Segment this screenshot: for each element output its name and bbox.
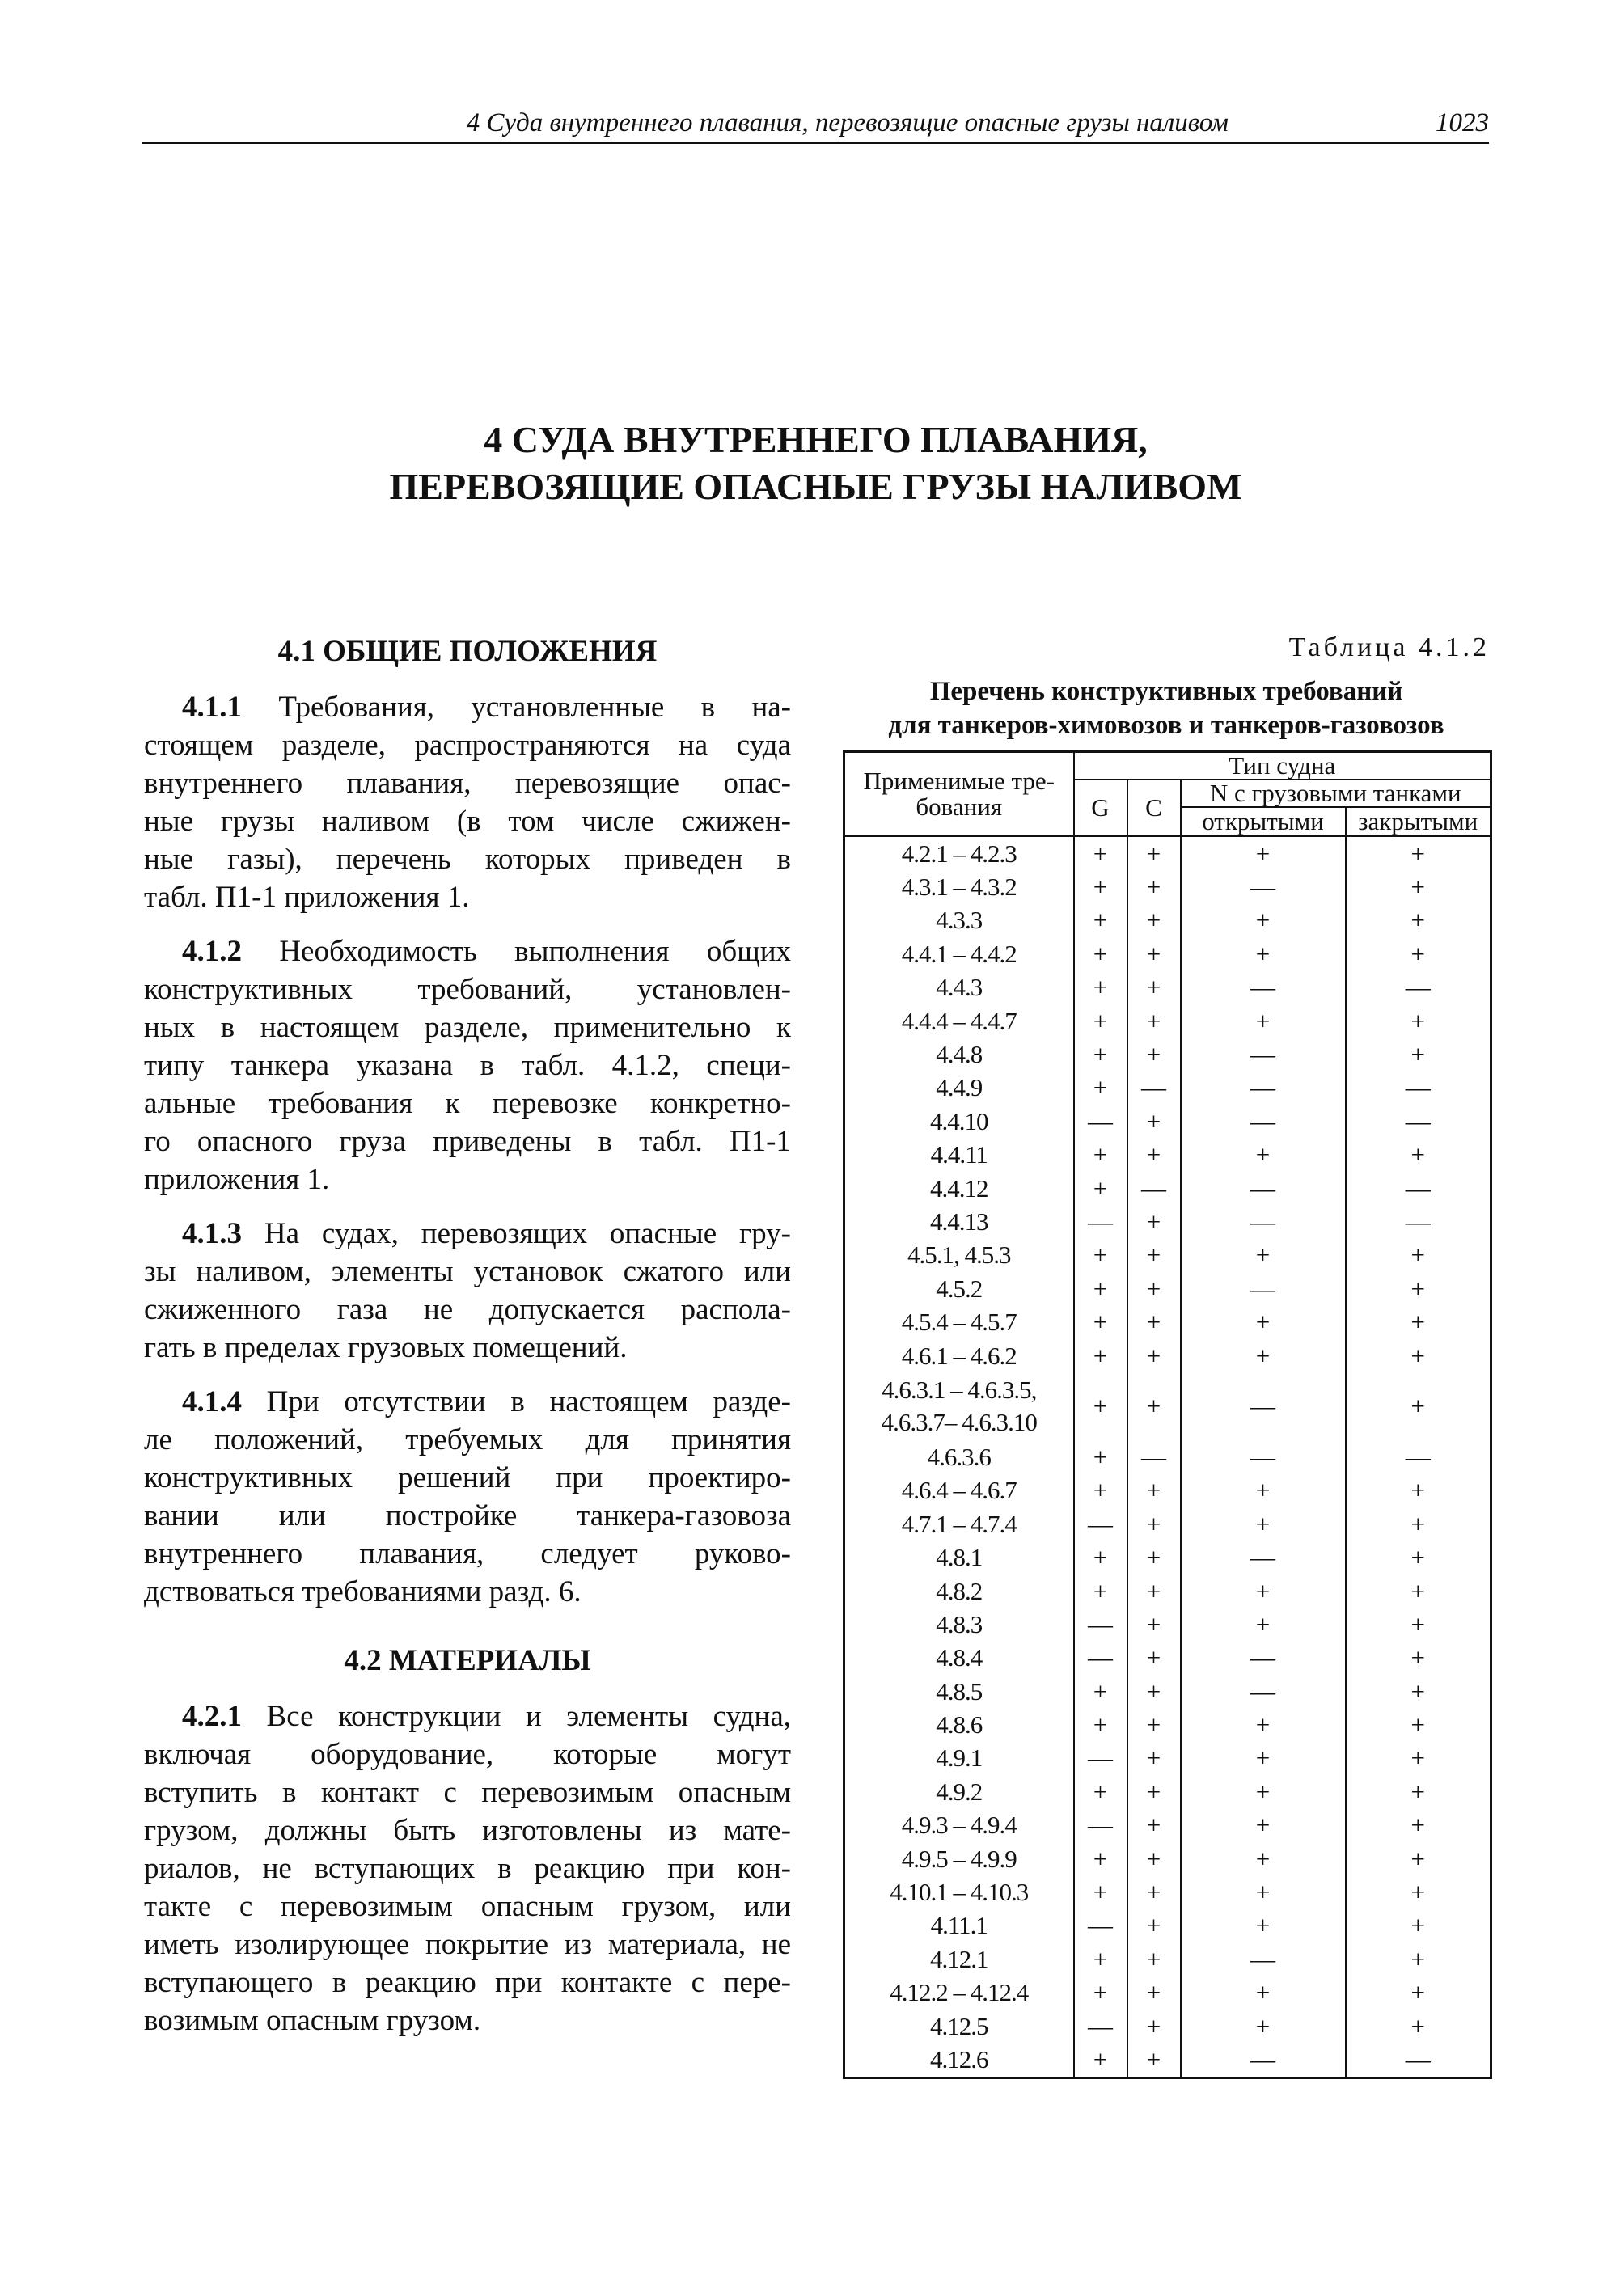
g-cell: +	[1074, 1305, 1127, 1338]
c-cell: —	[1127, 1072, 1181, 1105]
g-cell: +	[1074, 1004, 1127, 1038]
c-cell: +	[1127, 1976, 1181, 2010]
closed-tanks-cell: +	[1346, 1842, 1491, 1875]
requirement-cell: 4.8.1	[844, 1541, 1074, 1574]
c-cell: +	[1127, 1339, 1181, 1372]
c-cell: +	[1127, 1909, 1181, 1942]
text-line: сжиженного газа не допускается распола-	[144, 1293, 791, 1326]
requirement-cell: 4.9.1	[844, 1742, 1074, 1775]
text-line: альные требования к перевозке конкретно-	[144, 1087, 791, 1120]
text-line: ные газы), перечень которых приведен в	[144, 843, 791, 876]
g-cell: —	[1074, 1608, 1127, 1641]
g-cell: +	[1074, 1942, 1127, 1976]
open-tanks-cell: —	[1181, 1675, 1346, 1708]
g-cell: +	[1074, 1239, 1127, 1272]
closed-tanks-cell: —	[1346, 1205, 1491, 1238]
c-cell: +	[1127, 1708, 1181, 1741]
chapter-title-line-1: 4 СУДА ВНУТРЕННЕГО ПЛАВАНИЯ,	[484, 419, 1148, 460]
open-tanks-cell: +	[1181, 1474, 1346, 1507]
g-cell: +	[1074, 1139, 1127, 1172]
clause-text: При отсутствии в настоящем разде-	[266, 1385, 791, 1418]
closed-tanks-cell: +	[1346, 937, 1491, 970]
text-line: внутреннего плавания, следует руково-	[144, 1537, 791, 1570]
c-cell: +	[1127, 1105, 1181, 1138]
g-cell: +	[1074, 870, 1127, 903]
text-line: типу танкера указана в табл. 4.1.2, специ-	[144, 1049, 791, 1082]
open-tanks-cell: +	[1181, 1575, 1346, 1608]
table-row	[844, 1675, 1491, 1708]
open-tanks-cell: +	[1181, 1708, 1346, 1741]
c-cell: +	[1127, 1474, 1181, 1507]
text-line: вступающего в реакцию при контакте с пере-	[144, 1966, 791, 1999]
table-row	[844, 870, 1491, 903]
header-n: N с грузовыми танками	[1181, 780, 1491, 807]
g-cell: —	[1074, 1642, 1127, 1675]
text-line: такте с перевозимым опасным грузом, или	[144, 1890, 791, 1923]
table-row	[844, 1909, 1491, 1942]
text-line: конструктивных требований, установлен-	[144, 973, 791, 1006]
table-row	[844, 1139, 1491, 1172]
c-cell: +	[1127, 1642, 1181, 1675]
table-title-line-1: Перечень конструктивных требований	[929, 677, 1403, 706]
open-tanks-cell: —	[1181, 1942, 1346, 1976]
requirement-cell: 4.2.1 – 4.2.3	[844, 836, 1074, 870]
table-row	[844, 1205, 1491, 1238]
closed-tanks-cell: +	[1346, 870, 1491, 903]
open-tanks-cell: +	[1181, 937, 1346, 970]
closed-tanks-cell: +	[1346, 1507, 1491, 1541]
c-cell: +	[1127, 971, 1181, 1004]
open-tanks-cell: —	[1181, 1440, 1346, 1473]
requirement-cell: 4.12.1	[844, 1942, 1074, 1976]
c-cell: +	[1127, 870, 1181, 903]
closed-tanks-cell: —	[1346, 1172, 1491, 1205]
page-number: 1023	[1436, 108, 1489, 137]
clause-text: Необходимость выполнения общих	[279, 935, 792, 968]
clause-text: Требования, установленные в на-	[278, 691, 791, 724]
g-cell: +	[1074, 2043, 1127, 2078]
g-cell: —	[1074, 1105, 1127, 1138]
requirements-table-body	[844, 836, 1491, 2078]
table-row	[844, 1440, 1491, 1473]
header-closed-tanks: закрытыми	[1346, 807, 1491, 836]
table-row	[844, 1809, 1491, 1842]
closed-tanks-cell: +	[1346, 1675, 1491, 1708]
table-row	[844, 1172, 1491, 1205]
table-row	[844, 1541, 1491, 1574]
g-cell: +	[1074, 1038, 1127, 1071]
c-cell: +	[1127, 1507, 1181, 1541]
requirement-cell: 4.5.2	[844, 1272, 1074, 1305]
open-tanks-cell: +	[1181, 1239, 1346, 1272]
closed-tanks-cell: +	[1346, 1139, 1491, 1172]
open-tanks-cell: —	[1181, 1172, 1346, 1205]
clause-number: 4.1.2	[182, 935, 242, 968]
g-cell: —	[1074, 1809, 1127, 1842]
closed-tanks-cell: +	[1346, 1909, 1491, 1942]
g-cell: +	[1074, 1875, 1127, 1908]
open-tanks-cell: +	[1181, 1339, 1346, 1372]
c-cell: +	[1127, 1775, 1181, 1808]
text-line	[144, 688, 791, 726]
open-tanks-cell: —	[1181, 2043, 1346, 2078]
c-cell: +	[1127, 1809, 1181, 1842]
g-cell: +	[1074, 1708, 1127, 1741]
closed-tanks-cell: +	[1346, 1474, 1491, 1507]
header-open-tanks: открытыми	[1181, 807, 1346, 836]
table-row	[844, 904, 1491, 937]
closed-tanks-cell: +	[1346, 1642, 1491, 1675]
closed-tanks-cell: +	[1346, 1809, 1491, 1842]
c-cell: —	[1127, 1440, 1181, 1473]
text-line: риалов, не вступающих в реакцию при кон-	[144, 1852, 791, 1885]
clause-number: 4.1.3	[182, 1217, 242, 1250]
open-tanks-cell: —	[1181, 1272, 1346, 1305]
requirement-cell: 4.4.11	[844, 1139, 1074, 1172]
open-tanks-cell: +	[1181, 1809, 1346, 1842]
text-line: вступить в контакт с перевозимым опасным	[144, 1776, 791, 1809]
open-tanks-cell: +	[1181, 1004, 1346, 1038]
c-cell: —	[1127, 1172, 1181, 1205]
text-line: грузом, должны быть изготовлены из мате-	[144, 1814, 791, 1847]
requirement-cell: 4.4.10	[844, 1105, 1074, 1138]
g-cell: +	[1074, 1675, 1127, 1708]
table-row	[844, 1775, 1491, 1808]
g-cell: —	[1074, 1205, 1127, 1238]
table-row	[844, 1507, 1491, 1541]
header-g: G	[1074, 780, 1127, 836]
open-tanks-cell: +	[1181, 1608, 1346, 1641]
open-tanks-cell: —	[1181, 971, 1346, 1004]
closed-tanks-cell: +	[1346, 1305, 1491, 1338]
open-tanks-cell: —	[1181, 1105, 1346, 1138]
open-tanks-cell: +	[1181, 1139, 1346, 1172]
g-cell: +	[1074, 971, 1127, 1004]
g-cell: +	[1074, 1842, 1127, 1875]
table-row	[844, 1976, 1491, 2010]
clause-number: 4.2.1	[182, 1700, 242, 1733]
closed-tanks-cell: +	[1346, 1339, 1491, 1372]
table-label: Таблица 4.1.2	[1288, 632, 1490, 662]
closed-tanks-cell: —	[1346, 971, 1491, 1004]
closed-tanks-cell: +	[1346, 1942, 1491, 1976]
chapter-title	[142, 416, 1489, 510]
requirement-cell: 4.5.1, 4.5.3	[844, 1239, 1074, 1272]
table-row	[844, 1239, 1491, 1272]
table-row	[844, 1875, 1491, 1908]
text-line: вании или постройке танкера-газовоза	[144, 1499, 791, 1532]
closed-tanks-cell: —	[1346, 1072, 1491, 1105]
open-tanks-cell: +	[1181, 1909, 1346, 1942]
requirement-cell: 4.4.9	[844, 1072, 1074, 1105]
open-tanks-cell: +	[1181, 1875, 1346, 1908]
requirement-cell: 4.5.4 – 4.5.7	[844, 1305, 1074, 1338]
text-line: гать в пределах грузовых помещений.	[144, 1331, 628, 1364]
open-tanks-cell: —	[1181, 1642, 1346, 1675]
c-cell: +	[1127, 1942, 1181, 1976]
table-row	[844, 2043, 1491, 2078]
closed-tanks-cell: +	[1346, 1575, 1491, 1608]
c-cell: +	[1127, 2010, 1181, 2043]
g-cell: +	[1074, 1339, 1127, 1372]
closed-tanks-cell: +	[1346, 1004, 1491, 1038]
text-line: иметь изолирующее покрытие из материала, не	[144, 1928, 791, 1961]
requirement-cell: 4.6.4 – 4.6.7	[844, 1474, 1074, 1507]
requirement-cell: 4.4.3	[844, 971, 1074, 1004]
table-title-line-2: для танкеров-химовозов и танкеров-газовозов	[888, 711, 1444, 740]
c-cell: +	[1127, 1205, 1181, 1238]
c-cell: +	[1127, 904, 1181, 937]
text-line: табл. П1-1 приложения 1.	[144, 881, 470, 914]
g-cell: —	[1074, 1742, 1127, 1775]
section-heading-4-2: 4.2 МАТЕРИАЛЫ	[344, 1644, 591, 1677]
open-tanks-cell: +	[1181, 1305, 1346, 1338]
requirement-cell: 4.4.12	[844, 1172, 1074, 1205]
closed-tanks-cell: +	[1346, 2010, 1491, 2043]
table-row	[844, 1474, 1491, 1507]
chapter-title-line-2: ПЕРЕВОЗЯЩИЕ ОПАСНЫЕ ГРУЗЫ НАЛИВОМ	[389, 466, 1242, 507]
open-tanks-cell: +	[1181, 1507, 1346, 1541]
closed-tanks-cell: +	[1346, 1372, 1491, 1440]
requirement-cell: 4.3.1 – 4.3.2	[844, 870, 1074, 903]
text-line	[144, 1383, 791, 1421]
requirement-cell: 4.8.4	[844, 1642, 1074, 1675]
closed-tanks-cell: —	[1346, 1440, 1491, 1473]
text-line: зы наливом, элементы установок сжатого или	[144, 1255, 791, 1288]
header-vessel-type: Тип судна	[1074, 752, 1491, 780]
table-row	[844, 1642, 1491, 1675]
open-tanks-cell: —	[1181, 1038, 1346, 1071]
text-line: возимым опасным грузом.	[144, 2004, 481, 2037]
c-cell: +	[1127, 2043, 1181, 2078]
closed-tanks-cell: +	[1346, 1239, 1491, 1272]
c-cell: +	[1127, 1004, 1181, 1038]
g-cell: +	[1074, 1372, 1127, 1440]
text-line: приложения 1.	[144, 1163, 330, 1196]
g-cell: —	[1074, 2010, 1127, 2043]
table-row	[844, 1305, 1491, 1338]
requirement-cell: 4.9.5 – 4.9.9	[844, 1842, 1074, 1875]
requirement-cell: 4.4.13	[844, 1205, 1074, 1238]
g-cell: +	[1074, 937, 1127, 970]
c-cell: +	[1127, 1239, 1181, 1272]
open-tanks-cell: —	[1181, 1541, 1346, 1574]
left-column	[144, 632, 791, 2056]
g-cell: +	[1074, 904, 1127, 937]
open-tanks-cell: —	[1181, 1072, 1346, 1105]
c-cell: +	[1127, 1038, 1181, 1071]
c-cell: +	[1127, 1842, 1181, 1875]
requirement-cell: 4.6.3.6	[844, 1440, 1074, 1473]
text-line: ные грузы наливом (в том числе сжижен-	[144, 805, 791, 838]
closed-tanks-cell: +	[1346, 1708, 1491, 1741]
requirement-cell: 4.10.1 – 4.10.3	[844, 1875, 1074, 1908]
table-row	[844, 2010, 1491, 2043]
running-header	[142, 105, 1489, 144]
table-row	[844, 971, 1491, 1004]
g-cell: +	[1074, 1541, 1127, 1574]
header-requirements: Применимые тре-бования	[844, 752, 1074, 837]
c-cell: +	[1127, 1875, 1181, 1908]
open-tanks-cell: +	[1181, 2010, 1346, 2043]
requirements-table	[843, 750, 1492, 2079]
requirement-cell: 4.3.3	[844, 904, 1074, 937]
open-tanks-cell: +	[1181, 1842, 1346, 1875]
requirement-cell: 4.12.6	[844, 2043, 1074, 2078]
table-row	[844, 1339, 1491, 1372]
text-line: ных в настоящем разделе, применительно к	[144, 1011, 791, 1044]
closed-tanks-cell: +	[1346, 1541, 1491, 1574]
table-title	[843, 674, 1490, 742]
clause-4-1-4	[144, 1383, 791, 1611]
closed-tanks-cell: +	[1346, 1038, 1491, 1071]
closed-tanks-cell: +	[1346, 1875, 1491, 1908]
table-row	[844, 1708, 1491, 1741]
requirement-cell: 4.8.2	[844, 1575, 1074, 1608]
text-line: включая оборудование, которые могут	[144, 1738, 791, 1771]
text-line	[144, 932, 791, 970]
c-cell: +	[1127, 1742, 1181, 1775]
closed-tanks-cell: +	[1346, 1272, 1491, 1305]
clause-4-1-1	[144, 688, 791, 916]
closed-tanks-cell: —	[1346, 1105, 1491, 1138]
c-cell: +	[1127, 937, 1181, 970]
c-cell: +	[1127, 1139, 1181, 1172]
table-row	[844, 1038, 1491, 1071]
text-line: конструктивных решений при проектиро-	[144, 1461, 791, 1494]
g-cell: +	[1074, 1474, 1127, 1507]
requirement-cell: 4.6.1 – 4.6.2	[844, 1339, 1074, 1372]
table-row	[844, 1272, 1491, 1305]
requirement-cell: 4.9.3 – 4.9.4	[844, 1809, 1074, 1842]
requirement-cell: 4.6.3.1 – 4.6.3.5, 4.6.3.7– 4.6.3.10	[844, 1372, 1074, 1440]
table-row	[844, 1842, 1491, 1875]
c-cell: +	[1127, 1372, 1181, 1440]
table-row	[844, 1072, 1491, 1105]
requirement-cell: 4.12.5	[844, 2010, 1074, 2043]
requirement-cell: 4.4.4 – 4.4.7	[844, 1004, 1074, 1038]
c-cell: +	[1127, 1272, 1181, 1305]
closed-tanks-cell: +	[1346, 904, 1491, 937]
text-line: внутреннего плавания, перевозящие опас-	[144, 767, 791, 800]
open-tanks-cell: —	[1181, 870, 1346, 903]
clause-text: Все конструкции и элементы судна,	[266, 1700, 791, 1733]
open-tanks-cell: +	[1181, 1976, 1346, 2010]
closed-tanks-cell: +	[1346, 1742, 1491, 1775]
requirement-cell: 4.9.2	[844, 1775, 1074, 1808]
open-tanks-cell: —	[1181, 1372, 1346, 1440]
clause-text: На судах, перевозящих опасные гру-	[264, 1217, 791, 1250]
requirement-cell: 4.12.2 – 4.12.4	[844, 1976, 1074, 2010]
table-row	[844, 1004, 1491, 1038]
c-cell: +	[1127, 836, 1181, 870]
requirement-cell: 4.8.5	[844, 1675, 1074, 1708]
clause-number: 4.1.4	[182, 1385, 242, 1418]
header-c: C	[1127, 780, 1181, 836]
c-cell: +	[1127, 1541, 1181, 1574]
requirement-cell: 4.4.8	[844, 1038, 1074, 1071]
requirement-cell: 4.11.1	[844, 1909, 1074, 1942]
clause-4-2-1	[144, 1697, 791, 2039]
open-tanks-cell: +	[1181, 1775, 1346, 1808]
g-cell: +	[1074, 1440, 1127, 1473]
text-line: стоящем разделе, распространяются на суда	[144, 729, 791, 762]
running-title: 4 Суда внутреннего плавания, перевозящие опасные грузы наливом	[466, 108, 1229, 137]
table-row	[844, 1372, 1491, 1440]
table-row	[844, 836, 1491, 870]
right-column	[843, 632, 1490, 2079]
table-row	[844, 1942, 1491, 1976]
requirement-cell: 4.8.3	[844, 1608, 1074, 1641]
text-line: го опасного груза приведены в табл. П1-1	[144, 1125, 791, 1158]
c-cell: +	[1127, 1675, 1181, 1708]
text-line: дствоваться требованиями разд. 6.	[144, 1575, 582, 1608]
text-line: ле положений, требуемых для принятия	[144, 1423, 791, 1456]
table-row	[844, 937, 1491, 970]
closed-tanks-cell: +	[1346, 836, 1491, 870]
closed-tanks-cell: —	[1346, 2043, 1491, 2078]
g-cell: +	[1074, 1272, 1127, 1305]
open-tanks-cell: +	[1181, 836, 1346, 870]
requirement-cell: 4.7.1 – 4.7.4	[844, 1507, 1074, 1541]
requirement-cell: 4.4.1 – 4.4.2	[844, 937, 1074, 970]
table-row	[844, 1742, 1491, 1775]
g-cell: +	[1074, 1172, 1127, 1205]
g-cell: —	[1074, 1507, 1127, 1541]
table-row	[844, 1575, 1491, 1608]
clause-4-1-3	[144, 1215, 791, 1367]
c-cell: +	[1127, 1575, 1181, 1608]
g-cell: +	[1074, 1976, 1127, 2010]
table-row	[844, 1608, 1491, 1641]
text-line	[144, 1215, 791, 1253]
g-cell: —	[1074, 1909, 1127, 1942]
closed-tanks-cell: +	[1346, 1775, 1491, 1808]
c-cell: +	[1127, 1608, 1181, 1641]
requirement-cell: 4.8.6	[844, 1708, 1074, 1741]
clause-4-1-2	[144, 932, 791, 1198]
g-cell: +	[1074, 836, 1127, 870]
open-tanks-cell: —	[1181, 1205, 1346, 1238]
open-tanks-cell: +	[1181, 1742, 1346, 1775]
c-cell: +	[1127, 1305, 1181, 1338]
clause-number: 4.1.1	[182, 691, 242, 724]
g-cell: +	[1074, 1072, 1127, 1105]
g-cell: +	[1074, 1775, 1127, 1808]
closed-tanks-cell: +	[1346, 1608, 1491, 1641]
text-line	[144, 1697, 791, 1735]
table-row	[844, 1105, 1491, 1138]
section-heading-4-1: 4.1 ОБЩИЕ ПОЛОЖЕНИЯ	[277, 635, 658, 668]
closed-tanks-cell: +	[1346, 1976, 1491, 2010]
open-tanks-cell: +	[1181, 904, 1346, 937]
g-cell: +	[1074, 1575, 1127, 1608]
